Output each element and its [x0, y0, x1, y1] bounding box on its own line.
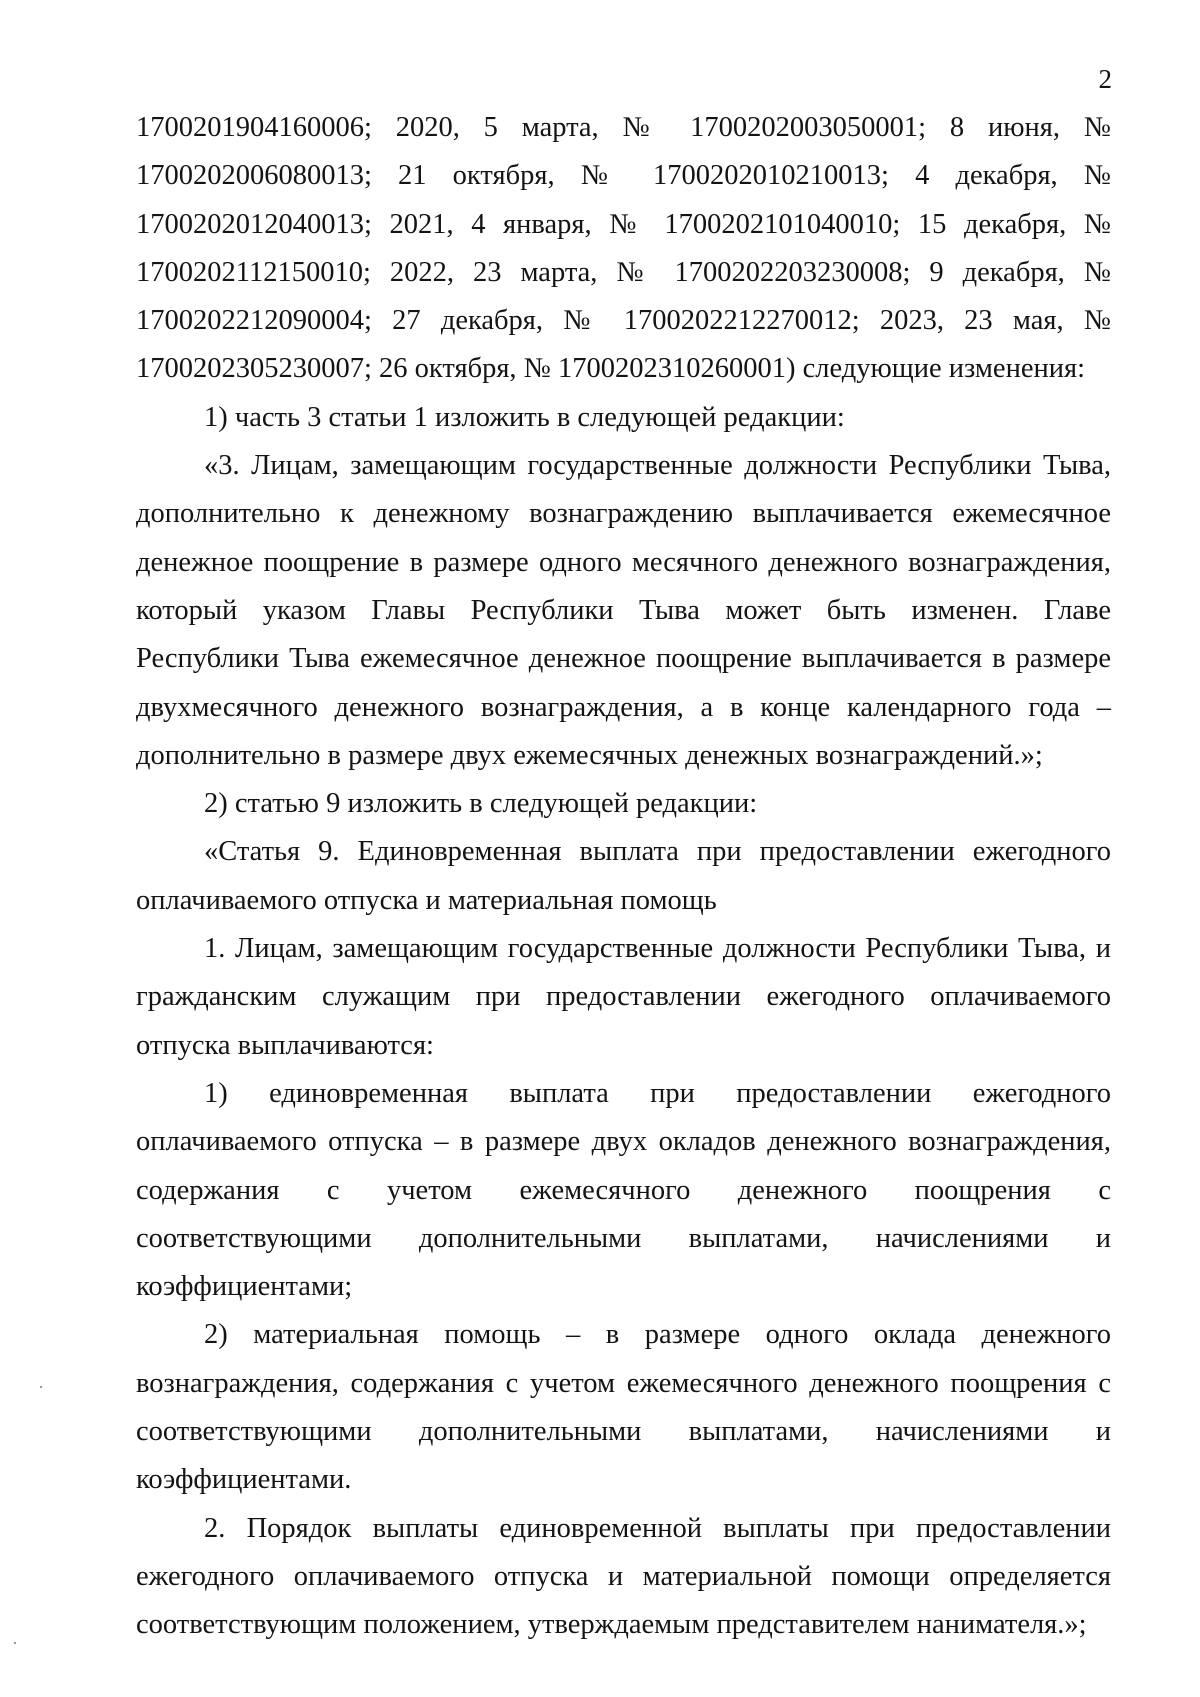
paragraph-article-9-part-1-item-1: 1) единовременная выплата при предоставлении ежегодного оплачиваемого отпуска – в размере двух окладов денежного вознаграждения, содержания с учетом ежемесячного денежного поощрения с соответствующими дополнительными выплатами, начислениями и коэффициентами;	[136, 1077, 1111, 1303]
paragraph-article-9-title: «Статья 9. Единовременная выплата при предоставлении ежегодного оплачиваемого отпуска и материальная помощь	[136, 836, 1111, 916]
paragraph-article-9-part-1: 1. Лицам, замещающим государственные должности Республики Тыва, и гражданским служащим при предоставлении ежегодного оплачиваемого отпуска выплачиваются:	[136, 933, 1111, 1061]
paragraph-article-9-part-2: 2. Порядок выплаты единовременной выплаты при предоставлении ежегодного оплачиваемого отпуска и материальной помощи определяется соответствующим положением, утверждаемым представителем нанимателя.»;	[136, 1512, 1111, 1641]
paragraph-article-1-part-3: «3. Лицам, замещающим государственные должности Республики Тыва, дополнительно к денежному вознаграждению выплачивается ежемесячное денежное поощрение в размере одного месячного денежного вознаграждения, который указом Главы Республики Тыва может быть изменен. Главе Республики Тыва ежемесячное денежное поощрение выплачивается в размере двухмесячного денежного вознаграждения, а в конце календарного года – дополнительно в размере двух ежемесячных денежных вознаграждений.»;	[136, 450, 1111, 771]
paragraph-article-9-part-1-item-2: 2) материальная помощь – в размере одного оклада денежного вознаграждения, содержания с учетом ежемесячного денежного поощрения с соответствующими дополнительными выплатами, начислениями и коэффициентами.	[136, 1319, 1111, 1496]
paragraph-amendment-1-intro: 1) часть 3 статьи 1 изложить в следующей редакции:	[204, 401, 845, 433]
document-body	[136, 104, 1111, 1650]
paragraph-registry-tail: 1700201904160006; 2020, 5 марта, № 1700202003050001; 8 июня, № 1700202006080013; 21 октября, № 1700202010210013; 4 декабря, № 1700202012040013; 2021, 4 января, № 1700202101040010; 15 декабря, № 1700202112150010; 2022, 23 марта, № 1700202203230008; 9 декабря, № 1700202212090004; 27 декабря, № 1700202212270012; 2023, 23 мая, № 1700202305230007; 26 октября, № 1700202310260001) следующие изменения:	[136, 112, 1111, 385]
scan-speck	[40, 1386, 42, 1388]
scan-speck	[14, 1642, 16, 1644]
paragraph-amendment-2-intro: 2) статью 9 изложить в следующей редакции:	[204, 788, 758, 820]
page-number: 2	[1098, 64, 1112, 94]
